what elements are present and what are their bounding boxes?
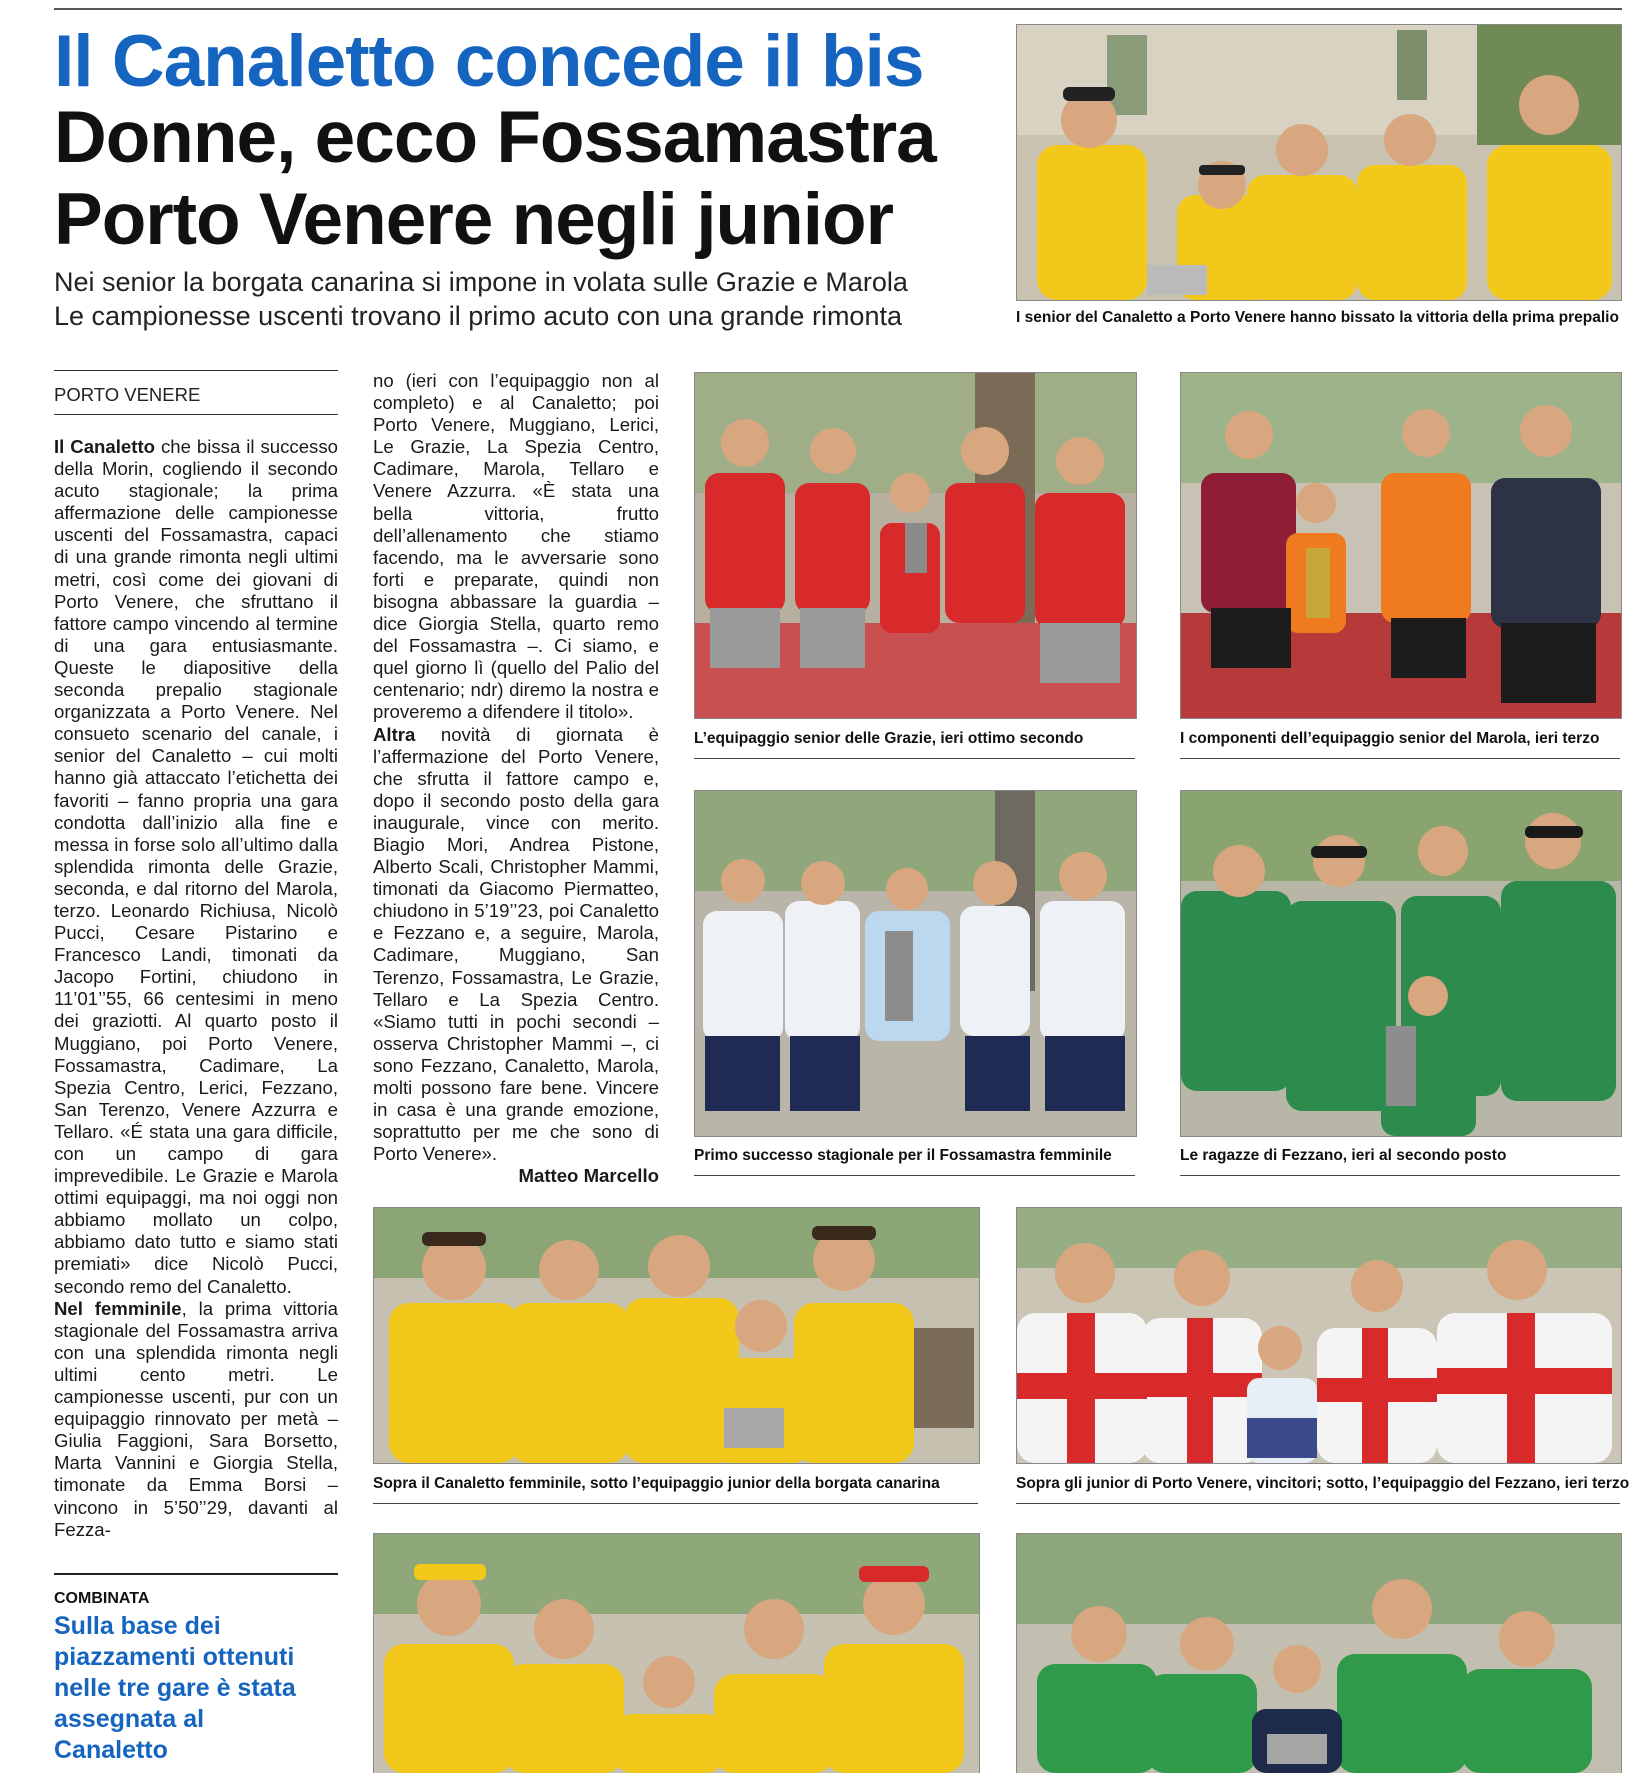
article-text-1: che bissa il successo della Morin, cogliendo il secondo acuto stagionale; la prima affermazione delle campionesse uscenti del Fossamastra, capaci di una grande rimonta negli ultimi metri, così come dei giovani di Porto Venere, che sfruttano il fattore campo vincendo al termine di una gara entusiasmante. Queste le diapositive della seconda prepalio stagionale organizzata a Porto Venere. Nel consueto scenario del canale, i senior del Canaletto – cui molti hanno già attaccato l’etichetta dei favoriti – fanno propria una gara condotta dall’inizio alla fine e messa in forse solo all’ultimo dalla splendida rimonta delle Grazie, seconda, e dal ritorno del Marola, terzo. Leonardo Richiusa, Nicolò Pucci, Cesare Pistarino e Francesco Landi, timonati da Jacopo Fortini, chiudono in 11’01’’55, 66 centesimi in meno dei graziotti. Al quarto posto il Muggiano, poi Porto Venere, Fossamastra, Cadimare, La Spezia Centro, Lerici, Fezzano, San Terenzo, Venere Azzurra e Tellaro. «É stata una gara difficile, con un campo di gara imprevedibile. Le Grazie e Marola ottimi equipaggi, ma noi oggi non abbiamo mollato un colpo, abbiamo dato tutto e siamo stati premiati» dice Nicolò Pucci, secondo remo del Canaletto. [54, 436, 338, 1297]
caption-rule-6 [373, 1503, 978, 1504]
article-text-4: novità di giornata è l’affermazione del Porto Venere, che sfrutta il fattore campo e, dopo il secondo posto della gara inaugurale, vince con merito. Biagio Mori, Andrea Pistone, Alberto Scali, Christopher Mammi, timonati da Giacomo Piermatteo, chiudono in 5’19’’23, poi Canaletto e Fezzano e, a seguire, Marola, Cadimare, Muggiano, San Terenzo, Fossamastra, Le Grazie, Tellaro e La Spezia Centro. «Siamo tutti in pochi secondi – osserva Christopher Mammi –, ci sono Fezzano, Canaletto, Marola, molti possono fare bene. Vincere in casa è una grande emozione, soprattutto per me che sono di Porto Venere». [373, 723, 659, 1165]
caption-photo-3: I componenti dell’equipaggio senior del Marola, ieri terzo [1180, 730, 1600, 747]
author-byline: Matteo Marcello [518, 1165, 659, 1185]
photo-fezzano-junior [1016, 1533, 1622, 1773]
dateline: PORTO VENERE [54, 384, 201, 405]
caption-photo-7: Sopra gli junior di Porto Venere, vincitori; sotto, l’equipaggio del Fezzano, ieri terzo [1016, 1475, 1630, 1492]
article-column-2 [373, 370, 659, 1185]
article-text-2: , la prima vittoria stagionale del Fossamastra arriva con una splendida rimonta negli ultimi cento metri. Le campionesse uscenti, pur con un equipaggio rinnovato per metà – Giulia Faggioni, Sara Borsetto, Marta Vannini e Giorgia Stella, timonate da Emma Borsi – vincono in 5’50’’29, davanti al Fezza- [54, 1297, 338, 1540]
deck-line-2: Le campionesse uscenti trovano il primo acuto con una grande rimonta [54, 301, 902, 331]
sidebar-kicker: COMBINATA [54, 1590, 150, 1607]
photo-fossamastra-femminile [694, 790, 1137, 1137]
sidebar-headline: Sulla base dei piazzamenti ottenuti nelle tre gare è stata assegnata al Canaletto [54, 1612, 296, 1764]
lead-in-canaletto: Il Canaletto [54, 436, 156, 457]
caption-rule-7 [1016, 1503, 1620, 1504]
caption-rule-4 [694, 1175, 1135, 1176]
caption-rule-3 [1180, 758, 1620, 759]
photo-marola-senior [1180, 372, 1622, 719]
headline-line-1: Il Canaletto concede il bis [54, 21, 924, 102]
lead-in-altra: Altra [373, 723, 416, 745]
article-column-1 [54, 436, 338, 1551]
headline-line-2: Donne, ecco Fossamastra [54, 97, 936, 178]
photo-canaletto-senior [1016, 24, 1622, 301]
photo-canaletto-femminile [373, 1207, 980, 1464]
dateline-rule-bottom [54, 414, 338, 415]
photo-porto-venere-junior [1016, 1207, 1622, 1464]
caption-rule-2 [694, 758, 1135, 759]
caption-photo-4: Primo successo stagionale per il Fossamastra femminile [694, 1147, 1112, 1164]
caption-photo-2: L’equipaggio senior delle Grazie, ieri ottimo secondo [694, 730, 1084, 747]
dateline-rule-top [54, 370, 338, 371]
caption-rule-5 [1180, 1175, 1620, 1176]
headline-line-3: Porto Venere negli junior [54, 179, 893, 260]
photo-grazie-senior [694, 372, 1137, 719]
sidebar-rule [54, 1573, 338, 1575]
top-rule [54, 8, 1622, 10]
deck-line-1: Nei senior la borgata canarina si impone in volata sulle Grazie e Marola [54, 267, 908, 297]
caption-photo-1: I senior del Canaletto a Porto Venere hanno bissato la vittoria della prima prepalio [1016, 309, 1619, 326]
caption-photo-5: Le ragazze di Fezzano, ieri al secondo posto [1180, 1147, 1507, 1164]
photo-canaletto-junior [373, 1533, 980, 1773]
photo-fezzano-femminile [1180, 790, 1622, 1137]
lead-in-femminile: Nel femminile [54, 1297, 182, 1319]
article-text-3: no (ieri con l’equipaggio non al completo) e al Canaletto; poi Porto Venere, Muggiano, Lerici, Le Grazie, La Spezia Centro, Cadimare, Marola, Tellaro e Venere Azzurra. «È stata una bella vittoria, frutto dell’allenamento che stiamo facendo, ma le avversarie sono forti e preparate, quindi non bisogna abbassare la guardia – dice Giorgia Stella, quarto remo del Fossamastra –. Ci siamo, e quel giorno lì (quello del Palio del centenario; ndr) diremo la nostra e proveremo a difendere il titolo». [373, 370, 659, 723]
caption-photo-6: Sopra il Canaletto femminile, sotto l’equipaggio junior della borgata canarina [373, 1475, 940, 1492]
